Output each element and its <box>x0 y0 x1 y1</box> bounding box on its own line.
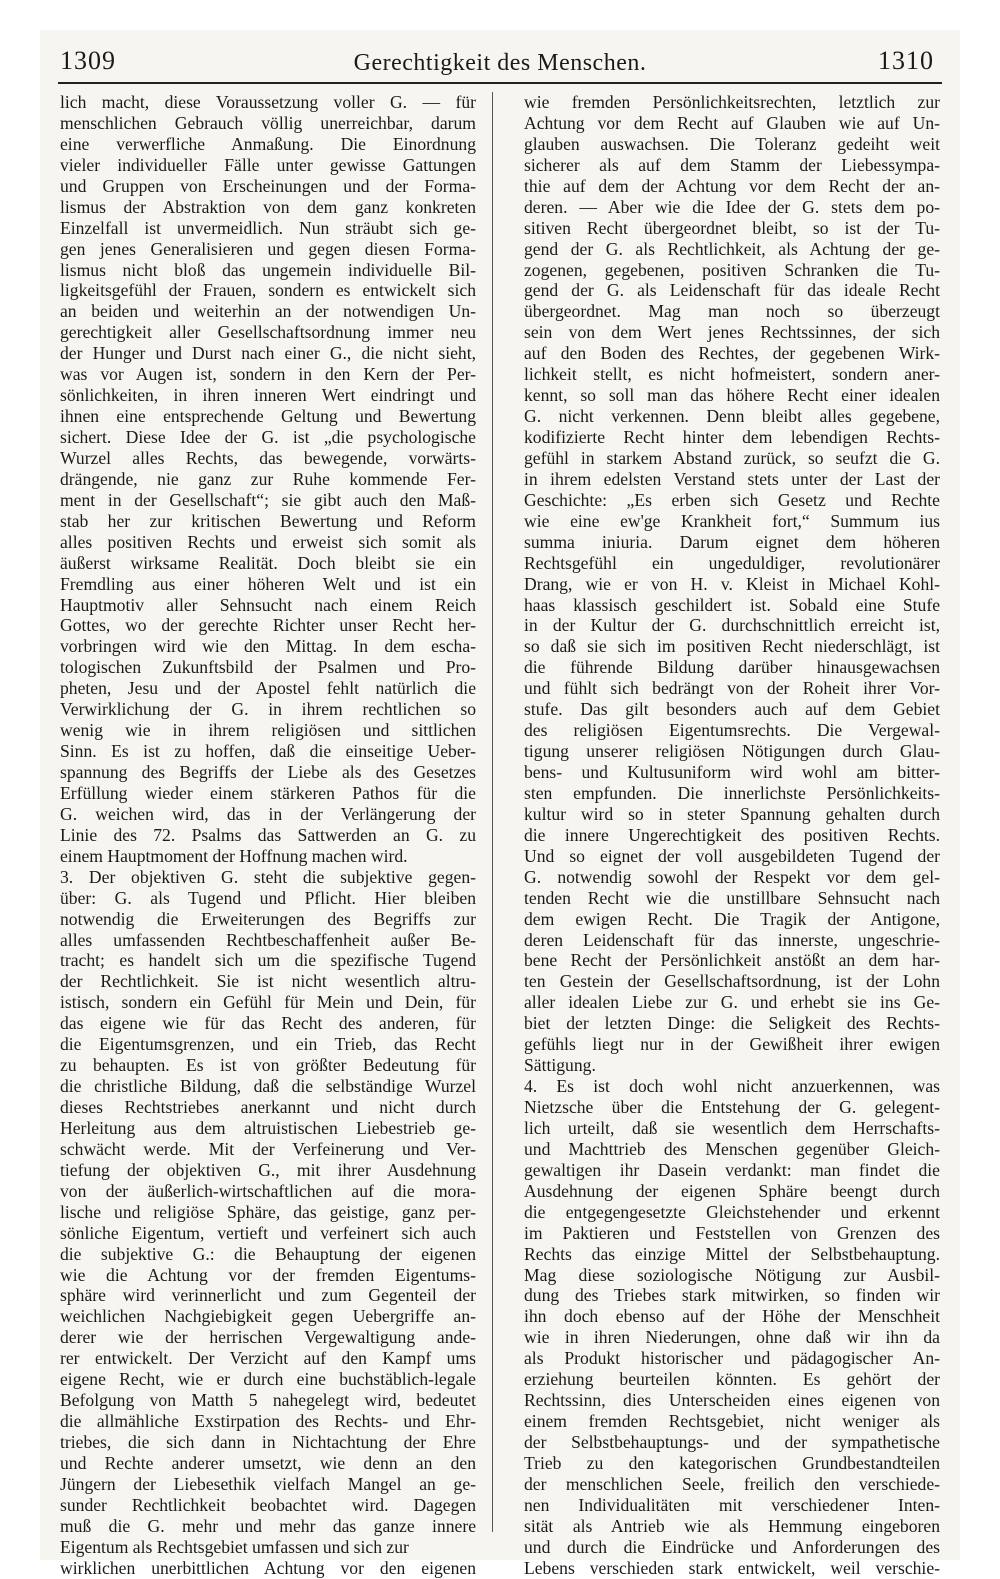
text-line: ment in der Gesellschaft“; sie gibt auch den Maß- <box>60 489 476 510</box>
text-line: vieler individueller Fälle unter gewisse Gattungen <box>60 154 476 175</box>
text-line: istisch, sondern ein Gefühl für Mein und Dein, für <box>60 992 476 1013</box>
text-line: wie die Achtung vor der fremden Eigentums- <box>60 1264 476 1285</box>
text-line: tenden Recht wie die unstillbare Sehnsucht nach <box>524 887 940 908</box>
text-line: bene Recht der Persönlichkeit anstößt an dem har- <box>524 950 940 971</box>
text-line: von der äußerlich-wirtschaftlichen auf die mora- <box>60 1180 476 1201</box>
text-line: ligkeitsgefühl der Frauen, sondern es entwickelt sich <box>60 280 476 301</box>
text-line: Befolgung von Matth 5 nahegelegt wird, bedeutet <box>60 1390 476 1411</box>
text-line: Rechtsgefühl ein ungeduldiger, revolutionärer <box>524 552 940 573</box>
text-line: ihnen eine entsprechende Geltung und Bewertung <box>60 406 476 427</box>
text-line: eigene Recht, wie er durch eine buchstäblich-legale <box>60 1369 476 1390</box>
text-line: Sinn. Es ist zu hoffen, daß die einseitige Ueber- <box>60 741 476 762</box>
text-line: sönliche Eigentum, vertieft und verfeinert sich auch <box>60 1222 476 1243</box>
text-line: alles positiven Rechts und erweist sich somit als <box>60 531 476 552</box>
text-line: wie eine ew'ge Krankheit fort,“ Summum ius <box>524 510 940 531</box>
text-line: so daß sie sich im positiven Recht niederschlägt, ist <box>524 636 940 657</box>
text-line: tracht; es handelt sich um die spezifische Tugend <box>60 950 476 971</box>
text-line: Drang, wie er von H. v. Kleist in Michael Kohl- <box>524 573 940 594</box>
text-line: die Eigentumsgrenzen, und ein Trieb, das Recht <box>60 1034 476 1055</box>
page-number-left: 1309 <box>60 46 116 75</box>
text-line: der Selbstbehauptungs- und der sympathetische <box>524 1432 940 1452</box>
text-line: lismus der Abstraktion von dem ganz konkreten <box>60 196 476 217</box>
text-line: gerechtigkeit aller Gesellschaftsordnung immer neu <box>60 322 476 343</box>
text-line: kodifizierte Recht hinter dem lebendigen Rechts- <box>524 427 940 447</box>
text-line: der menschlichen Seele, freilich den verschiede- <box>524 1473 940 1494</box>
header-rule <box>58 82 942 84</box>
text-line: vorbringen wird wie den Mittag. In dem escha- <box>60 636 476 657</box>
text-line: zogenen, gegebenen, positiven Schranken die Tu- <box>524 259 940 280</box>
text-line: weichlichen Nachgiebigkeit gegen Uebergriffe an- <box>60 1306 476 1327</box>
text-line: die entgegengesetzte Gleichstehender und erkennt <box>524 1201 940 1222</box>
page-header <box>40 44 960 84</box>
text-line: Mag diese soziologische Nötigung zur Ausbil- <box>524 1264 940 1285</box>
text-line: pheten, Jesu und der Apostel fehlt natürlich die <box>60 678 476 699</box>
text-line: Einzelfall ist unvermeidlich. Nun sträubt sich ge- <box>60 217 476 238</box>
text-line: lich urteilt, daß sie wesentlich dem Herrschafts- <box>524 1117 940 1138</box>
text-line: zu behaupten. Es ist von größter Bedeutung für <box>60 1055 476 1076</box>
text-line: deren. — Aber wie die Idee der G. stets dem po- <box>524 196 940 217</box>
text-line: eine verwerfliche Anmaßung. Die Einordnung <box>60 133 476 154</box>
text-line: tiefung der objektiven G., mit ihrer Ausdehnung <box>60 1159 476 1180</box>
text-line: wie fremden Persönlichkeitsrechten, letztlich zur <box>524 92 940 112</box>
text-line: glauben auswachsen. Die Toleranz gedeiht weit <box>524 133 940 154</box>
text-line: Lebens verschieden stark entwickelt, weil verschie- <box>524 1557 940 1578</box>
text-line: 4. Es ist doch wohl nicht anzuerkennen, was <box>524 1076 940 1097</box>
text-line: tigung unserer religiösen Nötigungen durch Glau- <box>524 741 940 762</box>
text-line: sphäre wird verinnerlicht und zum Gegenteil der <box>60 1285 476 1306</box>
text-line: biet der letzten Dinge: die Seligkeit des Rechts- <box>524 1013 940 1034</box>
text-line: Herleitung aus dem altruistischen Liebestrieb ge- <box>60 1117 476 1138</box>
text-line: übergeordnet. Mag man noch so überzeugt <box>524 301 940 322</box>
text-line: über: G. als Tugend und Pflicht. Hier bleiben <box>60 887 476 908</box>
text-line: in ihrem edelsten Verstand stets unter der Last der <box>524 468 940 489</box>
text-line: ihn doch ebenso auf der Höhe der Menschheit <box>524 1306 940 1327</box>
text-line: dieses Rechtstriebes anerkannt und nicht durch <box>60 1097 476 1117</box>
text-line: einem fremden Rechtsgebiet, nicht weniger als <box>524 1411 940 1432</box>
text-line: als Produkt historischer und pädagogischer An- <box>524 1348 940 1369</box>
text-line: gend der G. als Rechtlichkeit, als Achtung der ge- <box>524 238 940 259</box>
text-line: Sättigung. <box>524 1055 596 1076</box>
column-right <box>524 92 940 1578</box>
text-line: derer wie der herrischen Vergewaltigung ande- <box>60 1327 476 1348</box>
text-line: kultur wird so in steter Spannung gehalten durch <box>524 803 940 824</box>
text-line: dem ewigen Recht. Die Tragik der Antigone, <box>524 908 940 929</box>
text-line: ten Gestein der Gesellschaftsordnung, ist der Lohn <box>524 971 940 992</box>
text-line: wenig wie in ihrem religiösen und sittlichen <box>60 720 476 741</box>
text-line: Ausdehnung der eigenen Sphäre beengt durch <box>524 1180 940 1201</box>
text-line: stufe. Das gilt besonders auch auf dem Gebiet <box>524 699 940 720</box>
text-line: nen Individualitäten mit verschiedener Inten- <box>524 1494 940 1515</box>
text-line: auf den Boden des Rechtes, der gegebenen Wirk- <box>524 343 940 364</box>
text-line: bens- und Kultusuniform wird wohl am bitter- <box>524 762 940 782</box>
text-line: rer entwickelt. Der Verzicht auf den Kampf ums <box>60 1348 476 1369</box>
text-line: sität als Antrieb wie als Hemmung eingeboren <box>524 1515 940 1536</box>
text-line: menschlichen Gebrauch völlig unerreichbar, darum <box>60 112 476 133</box>
text-line: einem Hauptmoment der Hoffnung machen wird. <box>60 845 408 866</box>
text-line: Gottes, wo der gerechte Richter unser Recht her- <box>60 615 476 636</box>
text-line: lichkeit stellt, es nicht hofmeistert, sondern aner- <box>524 364 940 385</box>
text-line: G. notwendig sowohl der Respekt vor dem gel- <box>524 866 940 887</box>
text-line: und Gruppen von Erscheinungen und der Forma- <box>60 175 476 196</box>
text-line: in der Kultur der G. durchschnittlich erreicht ist, <box>524 615 940 636</box>
text-line: sicherer als auf dem Stamm der Liebessympa- <box>524 154 940 175</box>
text-line: Hauptmotiv aller Sehnsucht nach einem Reich <box>60 594 476 615</box>
text-line: Trieb zu den kategorischen Grundbestandteilen <box>524 1452 940 1473</box>
text-line: an beiden und weiterhin an der notwendigen Un- <box>60 301 476 322</box>
text-line: der Rechtlichkeit. Sie ist nicht wesentlich altru- <box>60 971 476 992</box>
text-line: lich macht, diese Voraussetzung voller G. — für <box>60 92 476 112</box>
text-line: lische und religiöse Sphäre, das geistige, ganz per- <box>60 1201 476 1222</box>
text-line: Fremdling aus einer höheren Welt und ist ein <box>60 573 476 594</box>
text-line: dung des Triebes stark mitwirken, so finden wir <box>524 1285 940 1306</box>
text-line: Und so eignet der voll ausgebildeten Tugend der <box>524 845 940 866</box>
text-line: erziehung beurteilen könnten. Es gehört der <box>524 1369 940 1390</box>
text-line: Rechts das einzige Mittel der Selbstbehauptung. <box>524 1243 940 1264</box>
text-line: sein von dem Wert jenes Rechtssinnes, der sich <box>524 322 940 343</box>
text-line: gend der G. als Leidenschaft für das ideale Recht <box>524 280 940 301</box>
text-line: wirklichen unerbittlichen Achtung vor den eigenen <box>60 1557 476 1578</box>
text-line: muß die G. mehr und mehr das ganze innere <box>60 1515 476 1536</box>
text-line: äußerst wirksame Realität. Doch bleibt sie ein <box>60 552 476 573</box>
text-line: gen jenes Generalisieren und gegen diesen Forma- <box>60 238 476 259</box>
text-line: die innere Ungerechtigkeit des positiven Rechts. <box>524 824 940 845</box>
page-number-right: 1310 <box>878 46 934 75</box>
text-line: gewaltigen ihr Dasein verdankt: man findet die <box>524 1159 940 1180</box>
text-line: und durch die Eindrücke und Anforderungen des <box>524 1536 940 1557</box>
text-line: gefühl in starkem Abstand zurück, so seufzt die G. <box>524 447 940 468</box>
text-line: sunder Rechtlichkeit beobachtet wird. Dagegen <box>60 1494 476 1515</box>
text-line: was vor Augen ist, sondern in den Kern der Per- <box>60 364 476 385</box>
text-line: der Hunger und Durst nach einer G., die nicht sieht, <box>60 343 476 364</box>
text-line: 3. Der objektiven G. steht die subjektive gegen- <box>60 866 476 887</box>
text-line: G. weichen wird, das in der Verlängerung der <box>60 803 476 824</box>
text-line: G. nicht verkennen. Denn bleibt alles gegebene, <box>524 406 940 427</box>
text-line: Geschichte: „Es erben sich Gesetz und Rechte <box>524 489 940 510</box>
text-line: sitiven Recht übergeordnet bleibt, so ist der Tu- <box>524 217 940 238</box>
text-line: Eigentum als Rechtsgebiet umfassen und sich zur <box>60 1536 409 1557</box>
text-line: Wurzel alles Rechts, das bewegende, vorwärts- <box>60 447 476 468</box>
text-line: stab her zur kritischen Bewertung und Reform <box>60 510 476 531</box>
book-page <box>40 30 960 1578</box>
text-line: Achtung vor dem Recht auf Glauben wie auf Un- <box>524 112 940 133</box>
text-line: Jüngern der Liebesethik vielfach Mangel an ge- <box>60 1473 476 1494</box>
text-line: spannung des Begriffs der Liebe als des Gesetzes <box>60 762 476 782</box>
text-line: wie in ihren Niederungen, ohne daß wir ihn da <box>524 1327 940 1348</box>
text-line: thie auf dem der Achtung vor dem Recht der an- <box>524 175 940 196</box>
text-line: lismus nicht bloß das ungemein individuelle Bil- <box>60 259 476 280</box>
text-line: die allmähliche Exstirpation des Rechts- und Ehr- <box>60 1411 476 1432</box>
text-line: summa iniuria. Darum eignet dem höheren <box>524 531 940 552</box>
text-line: sönlichkeiten, in ihren inneren Wert eindringt und <box>60 385 476 406</box>
text-line: Erfüllung wieder einem stärkeren Pathos für die <box>60 782 476 803</box>
text-line: das eigene wie für das Recht des anderen, für <box>60 1013 476 1034</box>
text-line: Rechtssinn, dies Unterscheiden eines eigenen von <box>524 1390 940 1411</box>
text-line: des religiösen Eigentumsrechts. Die Vergewal- <box>524 720 940 741</box>
text-line: und Rechte anderer umsetzt, wie denn an den <box>60 1452 476 1473</box>
text-line: alles umfassenden Rechtbeschaffenheit außer Be- <box>60 929 476 950</box>
text-line: aller idealen Liebe zur G. und erhebt sie ins Ge- <box>524 992 940 1013</box>
text-line: notwendig die Erweiterungen des Begriffs zur <box>60 908 476 929</box>
text-line: sichert. Diese Idee der G. ist „die psychologische <box>60 427 476 447</box>
text-line: die christliche Bildung, daß die selbständige Wurzel <box>60 1076 476 1097</box>
text-line: die führende Bildung darüber hinausgewachsen <box>524 657 940 678</box>
text-line: Verwirklichung der G. in ihrem rechtlichen so <box>60 699 476 720</box>
column-divider <box>492 92 493 1532</box>
text-line: im Paktieren und Feststellen von Grenzen des <box>524 1222 940 1243</box>
text-line: deren Leidenschaft für das innerste, ungeschrie- <box>524 929 940 950</box>
text-line: triebes, die sich dann in Nichtachtung der Ehre <box>60 1432 476 1452</box>
text-line: Linie des 72. Psalms das Sattwerden an G. zu <box>60 824 476 845</box>
text-line: haas klassisch geschildert ist. Sobald eine Stufe <box>524 594 940 615</box>
text-line: und fühlt sich bedrängt von der Roheit ihrer Vor- <box>524 678 940 699</box>
text-line: sten empfunden. Die innerlichste Persönlichkeits- <box>524 782 940 803</box>
text-line: gefühls liegt nur in der Gewißheit ihrer ewigen <box>524 1034 940 1055</box>
text-line: die subjektive G.: die Behauptung der eigenen <box>60 1243 476 1264</box>
text-line: und Machttrieb des Menschen gegenüber Gleich- <box>524 1138 940 1159</box>
column-left <box>60 92 476 1578</box>
text-line: kennt, so soll man das höhere Recht einer idealen <box>524 385 940 406</box>
text-line: schwächt werde. Mit der Verfeinerung und Ver- <box>60 1138 476 1159</box>
running-title: Gerechtigkeit des Menschen. <box>353 50 647 76</box>
text-line: drängende, nie ganz zur Ruhe kommende Fer- <box>60 468 476 489</box>
text-line: tologischen Zukunftsbild der Psalmen und Pro- <box>60 657 476 678</box>
text-line: Nietzsche über die Entstehung der G. gelegent- <box>524 1097 940 1117</box>
